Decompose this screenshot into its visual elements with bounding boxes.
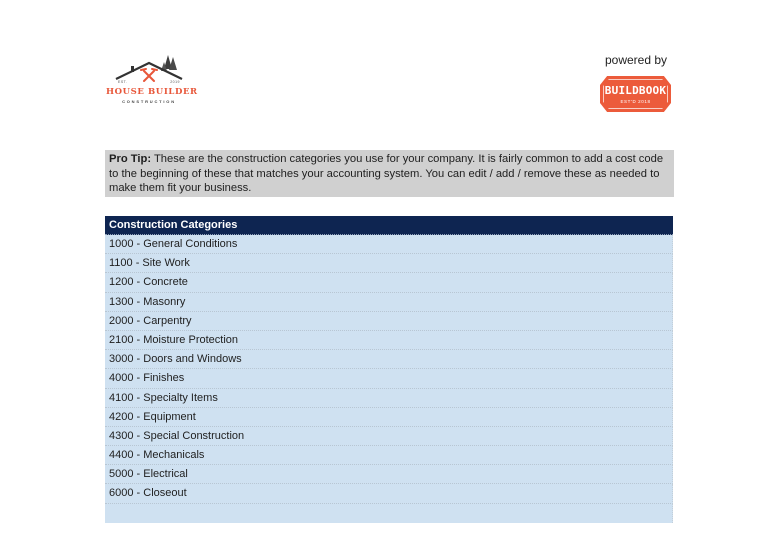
pro-tip-box xyxy=(105,150,674,197)
table-row[interactable]: 1200 - Concrete xyxy=(105,273,673,292)
table-header: Construction Categories xyxy=(105,216,673,235)
pro-tip-label: Pro Tip: xyxy=(109,153,152,165)
table-row[interactable]: 2100 - Moisture Protection xyxy=(105,331,673,350)
table-row[interactable]: 4100 - Specialty Items xyxy=(105,389,673,408)
buildbook-est: EST'D 2018 xyxy=(620,99,651,104)
est-label: EST. xyxy=(118,80,128,84)
table-row-empty[interactable] xyxy=(105,504,673,523)
table-row[interactable]: 6000 - Closeout xyxy=(105,484,673,503)
construction-categories-table xyxy=(105,216,673,523)
table-row[interactable]: 4200 - Equipment xyxy=(105,408,673,427)
crossed-hammers-icon xyxy=(141,69,157,81)
table-row[interactable]: 4300 - Special Construction xyxy=(105,427,673,446)
powered-by-label: powered by xyxy=(604,53,668,67)
table-row[interactable]: 4400 - Mechanicals xyxy=(105,446,673,465)
table-row[interactable]: 1300 - Masonry xyxy=(105,293,673,312)
company-name: HOUSE BUILDER xyxy=(106,87,198,97)
table-row[interactable]: 5000 - Electrical xyxy=(105,465,673,484)
table-row[interactable]: 2000 - Carpentry xyxy=(105,312,673,331)
table-row[interactable]: 4000 - Finishes xyxy=(105,369,673,388)
pro-tip-text: These are the construction categories you use for your company. It is fairly common to add a cost code to the beginning of these that matches your accounting system. You can edit / add / remove these as needed to make them fit your business. xyxy=(109,153,664,194)
table-row[interactable]: 3000 - Doors and Windows xyxy=(105,350,673,369)
table-row[interactable]: 1100 - Site Work xyxy=(105,254,673,273)
est-year: 2019 xyxy=(170,80,180,84)
house-builder-logo xyxy=(106,53,198,109)
table-row[interactable]: 1000 - General Conditions xyxy=(105,235,673,254)
company-subtitle: CONSTRUCTION xyxy=(122,99,176,104)
buildbook-name: BUILDBOOK xyxy=(604,84,667,97)
buildbook-logo xyxy=(600,76,671,112)
